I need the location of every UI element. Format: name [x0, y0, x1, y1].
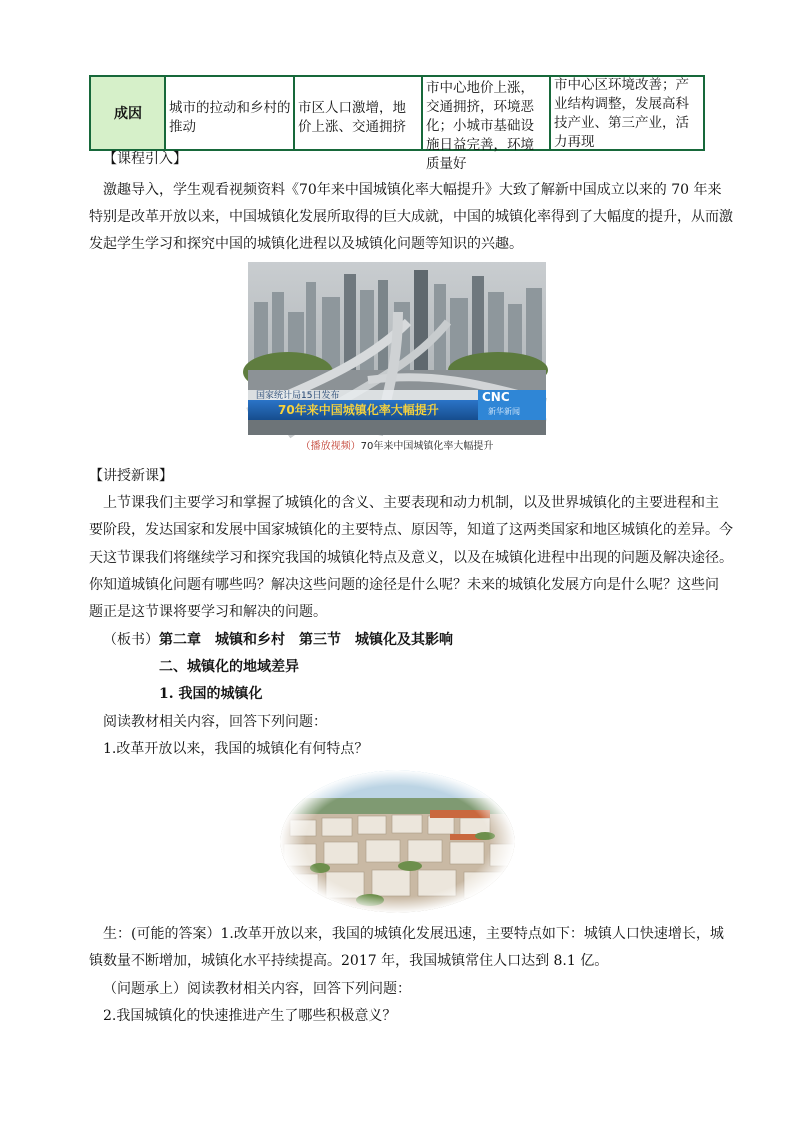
lesson-line-5: 题正是这节课将要学习和解决的问题。: [89, 604, 327, 620]
q2-question: 2.我国城镇化的快速推进产生了哪些积极意义？: [103, 1008, 397, 1024]
lesson-heading: 【讲授新课】: [89, 468, 173, 484]
board-subtitle-1: 二、城镇化的地域差异: [159, 659, 299, 675]
table-cell-2: 市区人口激增，地价上涨、交通拥挤: [295, 77, 423, 149]
video-caption-play: （播放视频）: [300, 441, 361, 452]
video-caption-text: 70年来中国城镇化率大幅提升: [360, 441, 494, 452]
residential-illustration: [280, 770, 515, 913]
table-cell-1: 城市的拉动和乡村的推动: [166, 77, 295, 149]
lesson-line-3: 天这节课我们将继续学习和探究我国的城镇化特点及意义，以及在城镇化进程中出现的问题及解决途径。: [89, 550, 733, 566]
residential-area-image[interactable]: [280, 770, 515, 913]
video-overlay-small: 国家统计局15日发布: [256, 391, 340, 401]
table-cell-4: 市中心区环境改善；产业结构调整，发展高科技产业、第三产业，活力再现: [554, 77, 689, 150]
q1-read: 阅读教材相关内容，回答下列问题：: [103, 714, 327, 730]
board-subtitle-2: 1. 我国的城镇化: [159, 686, 263, 702]
board-title: 第二章 城镇和乡村 第三节 城镇化及其影响: [159, 632, 453, 648]
table-head-cause: 成因: [91, 77, 166, 149]
answer-line-2: 镇数量不断增加，城镇化水平持续提高。2017 年，我国城镇常住人口达到 8.1 亿。: [89, 953, 609, 969]
video-overlay-title: 70年来中国城镇化率大幅提升: [278, 403, 439, 417]
lesson-line-4: 你知道城镇化问题有哪些吗？解决这些问题的途径是什么呢？未来的城镇化发展方向是什么呢？这些问: [89, 577, 719, 593]
board-prefix: （板书）: [103, 632, 159, 648]
answer-line-1: 生：(可能的答案）1.改革开放以来，我国的城镇化发展迅速，主要特点如下：城镇人口快速增长，城: [103, 926, 724, 942]
table-cell-3: 市中心地价上涨，交通拥挤，环境恶化；小城市基础设施日益完善，环境质量好: [423, 77, 551, 149]
video-caption: [248, 437, 546, 452]
city-overpass-video-frame[interactable]: [248, 262, 546, 435]
intro-line-2: 特别是改革开放以来，中国城镇化发展所取得的巨大成就，中国的城镇化率得到了大幅度的提升，从而激: [89, 209, 733, 225]
q1-question: 1.改革开放以来，我国的城镇化有何特点？: [103, 741, 369, 757]
cnc-logo-sub: 新华新闻: [488, 407, 520, 416]
board-title-line: [103, 627, 453, 654]
intro-line-1: 激趣导入，学生观看视频资料《70年来中国城镇化率大幅提升》大致了解新中国成立以来的 70 年来: [103, 182, 722, 198]
q2-read: （问题承上）阅读教材相关内容，回答下列问题：: [103, 981, 411, 997]
lesson-line-2: 要阶段，发达国家和发展中国家城镇化的主要特点、原因等，知道了这两类国家和地区城镇化的差异。今: [89, 522, 733, 538]
intro-heading: 【课程引入】: [103, 151, 187, 167]
intro-line-3: 发起学生学习和探究中国的城镇化进程以及城镇化问题等知识的兴趣。: [89, 236, 523, 252]
cnc-logo: CNC: [482, 390, 510, 404]
lesson-line-1: 上节课我们主要学习和掌握了城镇化的含义、主要表现和动力机制，以及世界城镇化的主要进程和主: [103, 495, 719, 511]
